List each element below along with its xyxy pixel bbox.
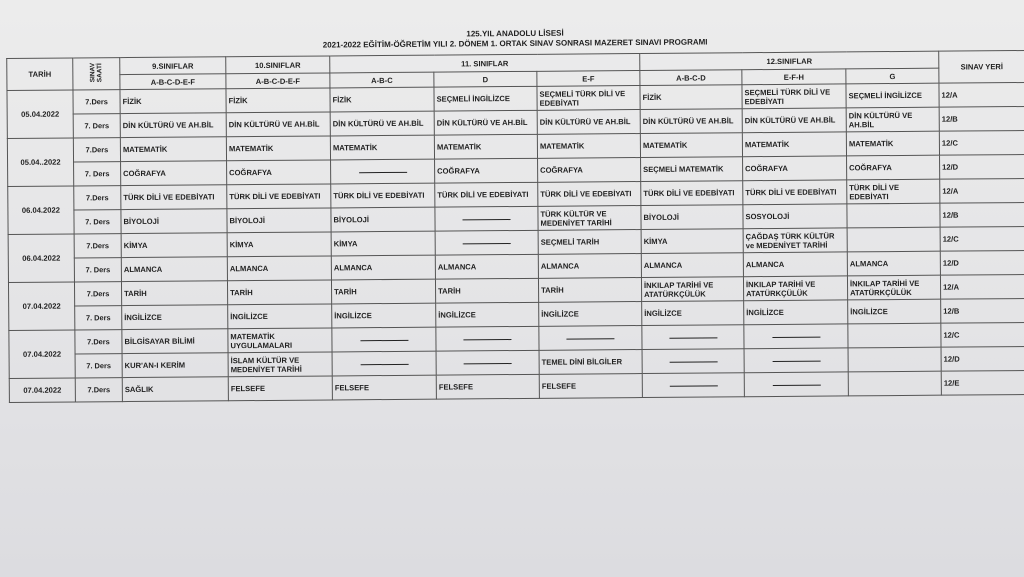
no-exam-cell	[436, 350, 539, 375]
subject-cell: TARİH	[227, 280, 331, 305]
subject-cell: MATEMATİK UYGULAMALARI	[228, 328, 332, 353]
exam-period-cell: 7. Ders	[75, 306, 122, 330]
subject-cell: İNKILAP TARİHİ VE ATATÜRKÇÜLÜK	[743, 276, 847, 301]
exam-period-cell: 7.Ders	[74, 186, 121, 210]
subject-cell: İNGİLİZCE	[228, 304, 332, 329]
subject-cell: TÜRK DİLİ VE EDEBİYATI	[227, 184, 331, 209]
subject-cell: BİYOLOJİ	[641, 205, 743, 230]
subject-cell: ALMANCA	[641, 253, 743, 278]
subject-cell: COĞRAFYA	[435, 158, 538, 183]
subject-cell: İNKILAP TARİHİ VE ATATÜRKÇÜLÜK	[641, 277, 743, 302]
dash-line	[462, 219, 510, 220]
subject-cell: TÜRK DİLİ VE EDEBİYATI	[847, 179, 940, 204]
subject-cell: TARİH	[538, 278, 641, 303]
sub-header: G	[846, 68, 939, 84]
subject-cell: FELSEFE	[228, 376, 332, 401]
subject-cell: TARİH	[331, 279, 435, 304]
subject-cell	[848, 371, 941, 396]
subject-cell: COĞRAFYA	[743, 156, 847, 181]
no-exam-cell	[332, 327, 436, 352]
subject-cell: SEÇMELİ TÜRK DİLİ VE EDEBİYATI	[537, 86, 640, 111]
subject-cell: KİMYA	[641, 229, 743, 254]
dash-line	[669, 385, 717, 386]
col-header-sinav-saati: SINAV SAATİ	[73, 58, 120, 90]
subject-cell: COĞRAFYA	[121, 161, 227, 186]
sub-header: A-B-C-D	[640, 70, 742, 86]
subject-cell: TÜRK DİLİ VE EDEBİYATI	[641, 181, 743, 206]
exam-room-cell: 12/A	[940, 274, 1024, 299]
subject-cell: FELSEFE	[539, 374, 642, 399]
dash-line	[463, 339, 511, 340]
no-exam-cell	[744, 324, 848, 349]
exam-room-cell: 12/D	[941, 346, 1024, 371]
subject-cell: MATEMATİK	[742, 132, 846, 157]
subject-cell: DİN KÜLTÜRÜ VE AH.BİL	[330, 111, 434, 136]
dash-line	[669, 337, 717, 338]
subject-cell: SEÇMELİ TARİH	[538, 230, 641, 255]
schedule-title: 2021-2022 EĞİTİM-ÖĞRETİM YILI 2. DÖNEM 1. ORTAK SINAV SONRASI MAZERET SINAVI PROGRAMI	[322, 37, 708, 50]
subject-cell: İNGİLİZCE	[539, 302, 642, 327]
no-exam-cell	[642, 325, 744, 350]
no-exam-cell	[435, 230, 538, 255]
col-header-12-sinif: 12.SINIFLAR	[640, 51, 939, 70]
subject-cell: KİMYA	[227, 232, 331, 257]
subject-cell: İNGİLİZCE	[848, 299, 941, 324]
exam-period-cell: 7.Ders	[73, 138, 120, 162]
exam-period-cell: 7. Ders	[74, 210, 121, 234]
subject-cell: TÜRK DİLİ VE EDEBİYATI	[331, 183, 435, 208]
exam-room-cell: 12/C	[939, 130, 1024, 155]
sub-header: A-B-C-D-E-F	[120, 74, 226, 90]
subject-cell: FİZİK	[120, 89, 226, 114]
exam-room-cell: 12/A	[940, 178, 1024, 203]
exam-room-cell: 12/E	[941, 370, 1024, 395]
subject-cell: DİN KÜLTÜRÜ VE AH.BİL	[120, 113, 226, 138]
subject-cell: KİMYA	[331, 231, 435, 256]
dash-line	[772, 336, 820, 337]
subject-cell: MATEMATİK	[226, 136, 330, 161]
sub-header: E-F-H	[742, 69, 846, 85]
no-exam-cell	[744, 372, 848, 397]
exam-period-cell: 7. Ders	[75, 354, 122, 378]
subject-cell: COĞRAFYA	[538, 158, 641, 183]
subject-cell: BİYOLOJİ	[121, 209, 227, 234]
no-exam-cell	[539, 326, 642, 351]
dash-line	[360, 339, 408, 340]
subject-cell: TÜRK DİLİ VE EDEBİYATI	[121, 185, 227, 210]
subject-cell: KUR'AN-I KERİM	[122, 353, 228, 378]
subject-cell: MATEMATİK	[846, 131, 939, 156]
dash-line	[772, 360, 820, 361]
exam-room-cell: 12/B	[940, 202, 1024, 227]
dash-line	[359, 171, 407, 172]
subject-cell: SEÇMELİ İNGİLİZCE	[846, 83, 939, 108]
exam-period-cell: 7.Ders	[74, 282, 121, 306]
subject-cell: İNGİLİZCE	[642, 301, 744, 326]
subject-cell: MATEMATİK	[537, 134, 640, 159]
date-cell: 06.04.2022	[8, 234, 74, 283]
subject-cell: COĞRAFYA	[227, 160, 331, 185]
subject-cell: SEÇMELİ MATEMATİK	[641, 157, 743, 182]
no-exam-cell	[331, 159, 435, 184]
sub-header: D	[434, 71, 537, 87]
exam-room-cell: 12/D	[940, 154, 1024, 179]
subject-cell: SEÇMELİ İNGİLİZCE	[434, 86, 537, 111]
date-cell: 05.04.2022	[7, 90, 73, 139]
dash-line	[772, 384, 820, 385]
col-header-10-sinif: 10.SINIFLAR	[226, 56, 330, 74]
subject-cell: FELSEFE	[436, 374, 539, 399]
dash-line	[463, 243, 511, 244]
dash-line	[669, 361, 717, 362]
subject-cell: TARİH	[435, 278, 538, 303]
date-cell: 07.04.2022	[9, 378, 75, 403]
subject-cell: BİYOLOJİ	[227, 208, 331, 233]
exam-period-cell: 7. Ders	[74, 162, 121, 186]
subject-cell: MATEMATİK	[640, 133, 742, 158]
col-header-tarih: TARİH	[7, 58, 73, 91]
subject-cell: İNGİLİZCE	[332, 303, 436, 328]
subject-cell: İNGİLİZCE	[744, 300, 848, 325]
subject-cell: TEMEL DİNİ BİLGİLER	[539, 350, 642, 375]
date-cell: 05.04..2022	[7, 138, 73, 187]
subject-cell	[848, 347, 941, 372]
exam-period-cell: 7.Ders	[75, 378, 122, 402]
school-name: 125.YIL ANADOLU LİSESİ	[466, 28, 564, 39]
subject-cell	[847, 227, 940, 252]
exam-room-cell: 12/B	[939, 106, 1024, 131]
no-exam-cell	[332, 351, 436, 376]
subject-cell	[847, 203, 940, 228]
no-exam-cell	[642, 373, 744, 398]
subject-cell: ALMANCA	[435, 254, 538, 279]
exam-period-cell: 7.Ders	[75, 330, 122, 354]
subject-cell: DİN KÜLTÜRÜ VE AH.BİL	[226, 112, 330, 137]
subject-cell: ALMANCA	[121, 257, 227, 282]
subject-cell: DİN KÜLTÜRÜ VE AH.BİL	[434, 110, 537, 135]
subject-cell	[848, 323, 941, 348]
exam-schedule-document	[6, 22, 1024, 403]
exam-room-cell: 12/B	[941, 298, 1024, 323]
subject-cell: DİN KÜLTÜRÜ VE AH.BİL	[846, 107, 939, 132]
sub-header: A-B-C	[330, 72, 434, 88]
exam-room-cell: 12/D	[940, 250, 1024, 275]
subject-cell: SAĞLIK	[122, 377, 228, 402]
subject-cell: MATEMATİK	[330, 135, 434, 160]
exam-period-cell: 7.Ders	[73, 90, 120, 114]
dash-line	[360, 363, 408, 364]
sub-header: E-F	[537, 71, 640, 87]
subject-cell: ALMANCA	[331, 255, 435, 280]
subject-cell: TÜRK DİLİ VE EDEBİYATI	[743, 180, 847, 205]
subject-cell: ALMANCA	[538, 254, 641, 279]
exam-room-cell: 12/C	[940, 226, 1024, 251]
subject-cell: COĞRAFYA	[847, 155, 940, 180]
date-cell: 06.04.2022	[8, 186, 74, 235]
no-exam-cell	[642, 349, 744, 374]
dash-line	[566, 338, 614, 339]
subject-cell: DİN KÜLTÜRÜ VE AH.BİL	[537, 110, 640, 135]
no-exam-cell	[436, 326, 539, 351]
subject-cell: ALMANCA	[847, 251, 940, 276]
subject-cell: ALMANCA	[227, 256, 331, 281]
subject-cell: İSLAM KÜLTÜR VE MEDENİYET TARİHİ	[228, 352, 332, 377]
col-header-11-sinif: 11. SINIFLAR	[330, 54, 640, 73]
exam-room-cell: 12/A	[939, 82, 1024, 107]
exam-room-cell: 12/C	[941, 322, 1024, 347]
subject-cell: BİYOLOJİ	[331, 207, 435, 232]
date-cell: 07.04.2022	[8, 282, 74, 331]
no-exam-cell	[744, 348, 848, 373]
subject-cell: FELSEFE	[332, 375, 436, 400]
subject-cell: BİLGİSAYAR BİLİMİ	[122, 329, 228, 354]
dash-line	[464, 363, 512, 364]
subject-cell: KİMYA	[121, 233, 227, 258]
subject-cell: TARİH	[121, 281, 227, 306]
schedule-table	[6, 50, 1024, 403]
subject-cell: SOSYOLOJİ	[743, 204, 847, 229]
subject-cell: İNGİLİZCE	[436, 302, 539, 327]
subject-cell: İNGİLİZCE	[122, 305, 228, 330]
subject-cell: TÜRK DİLİ VE EDEBİYATI	[435, 182, 538, 207]
subject-cell: MATEMATİK	[434, 134, 537, 159]
subject-cell: ALMANCA	[743, 252, 847, 277]
sub-header: A-B-C-D-E-F	[226, 73, 330, 89]
subject-cell: DİN KÜLTÜRÜ VE AH.BİL	[742, 108, 846, 133]
subject-cell: MATEMATİK	[120, 137, 226, 162]
exam-period-cell: 7. Ders	[74, 258, 121, 282]
subject-cell: ÇAĞDAŞ TÜRK KÜLTÜR ve MEDENİYET TARİHİ	[743, 228, 847, 253]
subject-cell: TÜRK KÜLTÜR VE MEDENİYET TARİHİ	[538, 206, 641, 231]
subject-cell: TÜRK DİLİ VE EDEBİYATI	[538, 182, 641, 207]
col-header-sinav-yeri: SINAV YERİ	[939, 50, 1024, 83]
exam-period-cell: 7. Ders	[73, 114, 120, 138]
subject-cell: İNKILAP TARİHİ VE ATATÜRKÇÜLÜK	[847, 275, 940, 300]
subject-cell: FİZİK	[330, 87, 434, 112]
subject-cell: FİZİK	[226, 88, 330, 113]
subject-cell: SEÇMELİ TÜRK DİLİ VE EDEBİYATI	[742, 84, 846, 109]
date-cell: 07.04.2022	[9, 330, 75, 379]
schedule-body	[7, 82, 1024, 402]
subject-cell: DİN KÜLTÜRÜ VE AH.BİL	[640, 109, 742, 134]
exam-period-cell: 7.Ders	[74, 234, 121, 258]
subject-cell: FİZİK	[640, 85, 742, 110]
no-exam-cell	[435, 206, 538, 231]
col-header-9-sinif: 9.SINIFLAR	[120, 57, 226, 75]
